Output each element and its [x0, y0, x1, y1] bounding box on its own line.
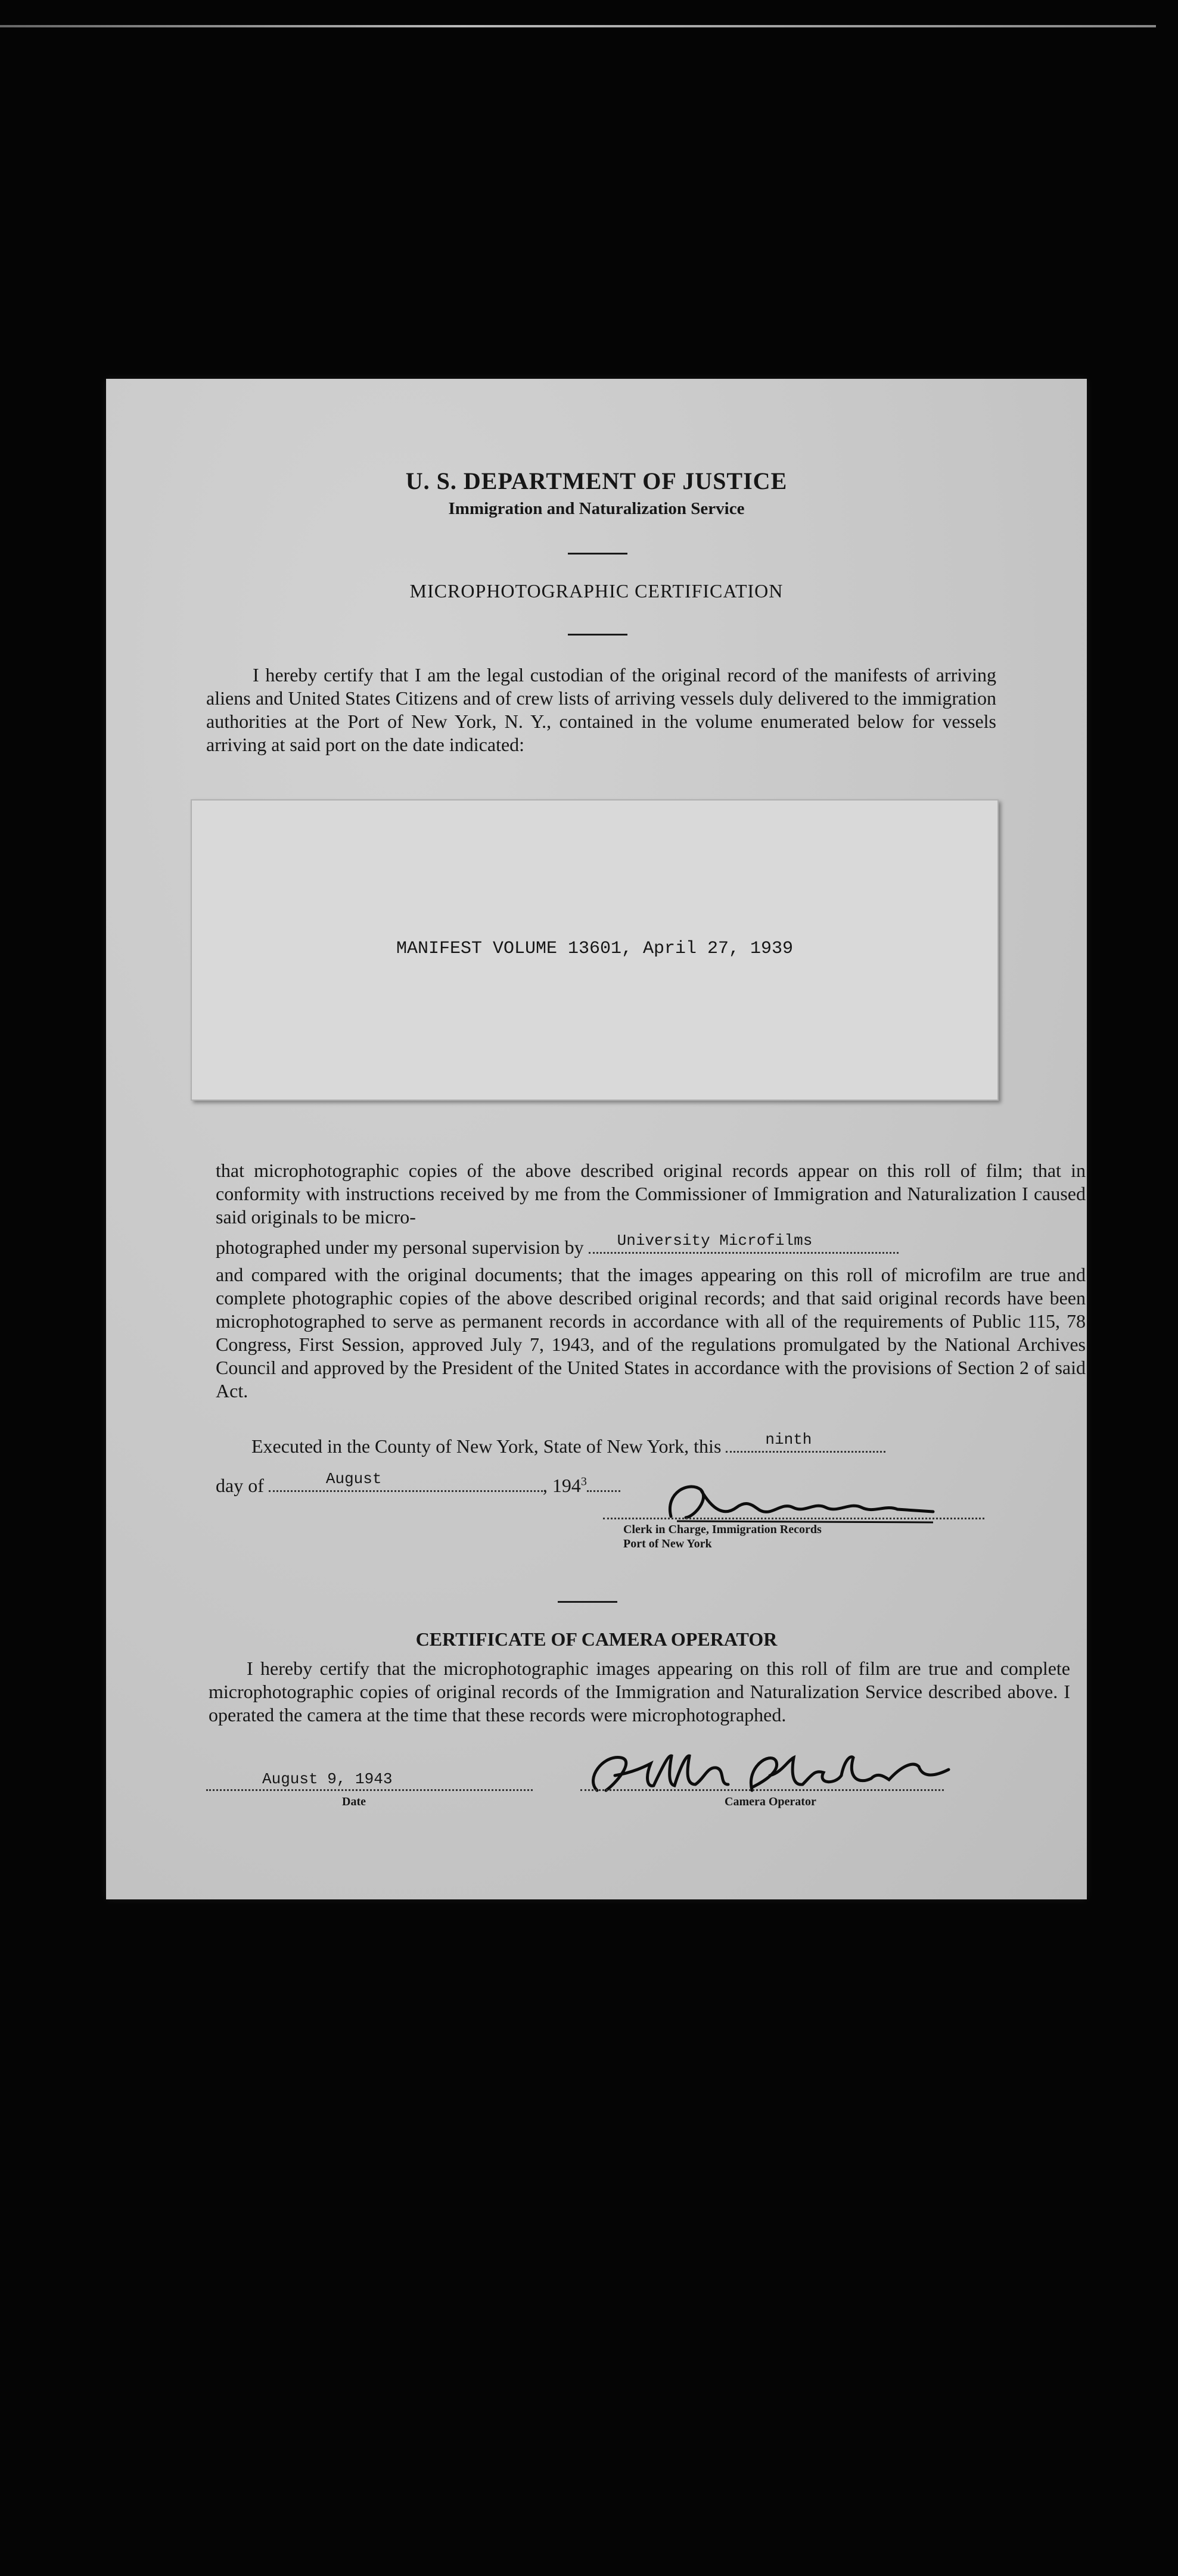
operator-signature-line	[580, 1788, 944, 1791]
clerk-title-line2: Port of New York	[623, 1537, 712, 1550]
camera-operator-label: Camera Operator	[725, 1795, 816, 1808]
day-of-label: day of	[216, 1475, 264, 1496]
clerk-signature-line	[603, 1515, 984, 1519]
certificate-page	[106, 379, 1087, 1899]
clerk-title	[623, 1522, 822, 1551]
intro-paragraph: I hereby certify that I am the legal custodian of the original record of the manifests of arriving aliens and United States Citizens and of crew lists of arriving vessels duly delivered to the immigration authorities at the Port of New York, N. Y., contained in the volume enumerated below for vessels arriving at said port on the date indicated:	[206, 664, 996, 755]
date-field	[206, 1770, 533, 1791]
executed-text: Executed in the County of New York, State of New York, this	[251, 1435, 722, 1457]
month-field	[269, 1470, 543, 1492]
divider-top	[568, 553, 627, 555]
divider-middle	[568, 634, 627, 636]
scan-edge-line	[0, 25, 1156, 27]
year-prefix: , 194	[542, 1475, 581, 1496]
day-of-line	[216, 1470, 620, 1497]
clerk-signature	[653, 1475, 939, 1528]
date-value: August 9, 1943	[262, 1770, 393, 1788]
supervision-field	[589, 1232, 899, 1254]
body-paragraph-part2: and compared with the original documents; that the images appearing on this roll of microfilm are true and complete photographic copies of the above described original records; and that said original records have been microphotographed to serve as permanent records in accordance with all of the requirements of Public 115, 78 Congress, First Session, approved July 7, 1943, and of the regulations promulgated by the National Archives Council and approved by the President of the United States in accordance with the provisions of Section 2 of said Act.	[216, 1264, 1086, 1401]
service-subtitle: Immigration and Naturalization Service	[448, 499, 745, 518]
operator-signature	[579, 1743, 961, 1802]
supervision-line	[216, 1232, 899, 1259]
month-value: August	[325, 1470, 382, 1488]
day-value: ninth	[765, 1431, 812, 1449]
department-title: U. S. DEPARTMENT OF JUSTICE	[405, 468, 788, 494]
year-dots	[587, 1475, 620, 1492]
year-suffix: 3	[580, 1475, 587, 1488]
divider-bottom	[558, 1601, 617, 1603]
date-label: Date	[342, 1795, 366, 1808]
supervision-prefix: photographed under my personal supervision by	[216, 1236, 584, 1258]
clerk-title-line1: Clerk in Charge, Immigration Records	[623, 1523, 822, 1536]
camera-operator-paragraph: I hereby certify that the microphotographic images appearing on this roll of film are true and complete microphotographic copies of original records of the Immigration and Naturalization Service described above. I operated the camera at the time that these records were microphotographed.	[209, 1658, 1070, 1725]
body-paragraph-part1: that microphotographic copies of the above described original records appear on this roll of film; that in conformity with instructions received by me from the Commissioner of Immigration and Naturalization I caused said originals to be micro-	[216, 1160, 1086, 1228]
camera-operator-title: CERTIFICATE OF CAMERA OPERATOR	[415, 1628, 778, 1650]
manifest-volume-card	[191, 799, 999, 1101]
certification-title: MICROPHOTOGRAPHIC CERTIFICATION	[409, 580, 784, 602]
manifest-volume-text: MANIFEST VOLUME 13601, April 27, 1939	[396, 939, 794, 959]
executed-line	[251, 1431, 885, 1457]
supervision-value: University Microfilms	[617, 1232, 813, 1250]
day-field	[726, 1431, 885, 1453]
